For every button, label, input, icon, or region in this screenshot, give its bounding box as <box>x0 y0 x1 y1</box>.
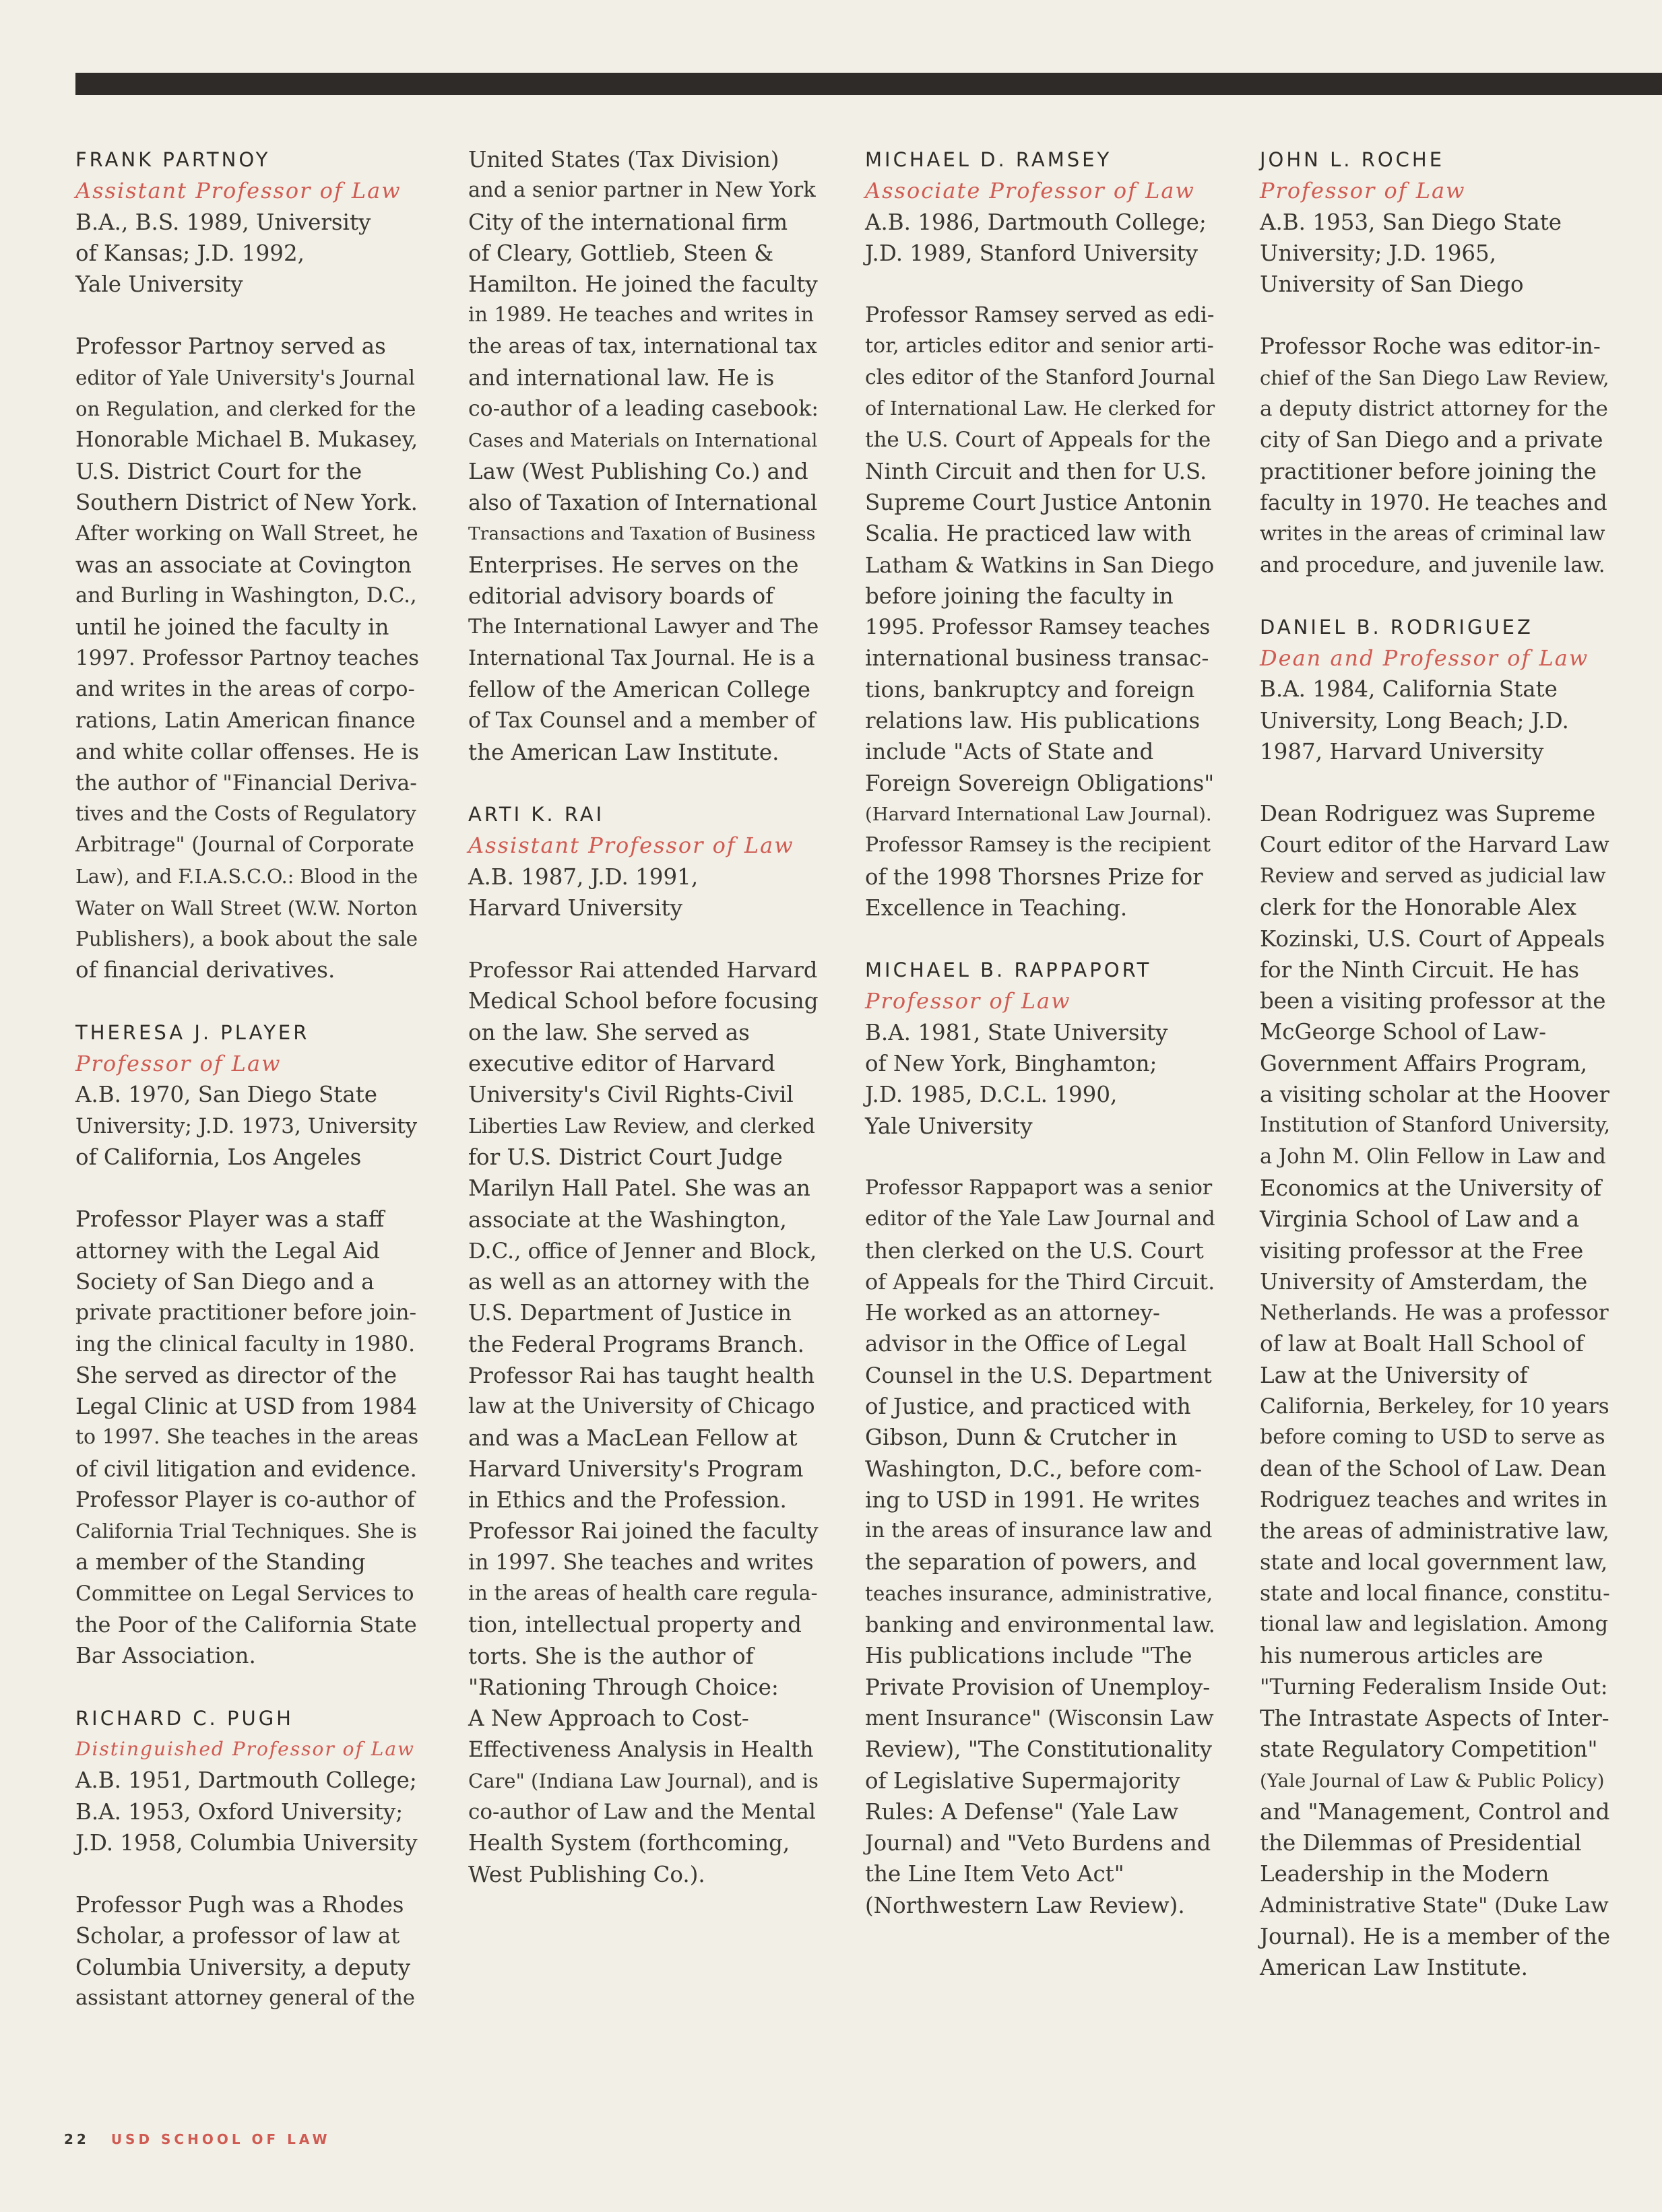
faculty-name: JOHN L. ROCHE <box>1260 148 1445 171</box>
text-line: (Harvard International Law Journal). <box>865 803 1212 825</box>
text-line: Review and served as judicial law <box>1260 864 1606 888</box>
text-line: dean of the School of Law. Dean <box>1260 1456 1607 1481</box>
text-line: Medical School before focusing <box>468 988 819 1014</box>
text-line: Law), and F.I.A.S.C.O.: Blood in the <box>75 865 418 888</box>
text-line: of Kansas; J.D. 1992, <box>75 240 305 266</box>
text-line: University; J.D. 1973, University <box>75 1113 418 1138</box>
text-line: B.A. 1981, State University <box>865 1019 1168 1045</box>
text-line: relations law. His publications <box>865 708 1201 734</box>
text-line: assistant attorney general of the <box>75 1986 415 2011</box>
text-line: city of San Diego and a private <box>1260 427 1603 453</box>
paragraph-gap <box>1260 300 1610 331</box>
text-line: University's Civil Rights-Civil <box>468 1082 794 1108</box>
text-line: 1997. Professor Partnoy teaches <box>75 646 420 671</box>
text-line: Water on Wall Street (W.W. Norton <box>75 896 418 919</box>
text-line: include "Acts of State and <box>865 739 1154 765</box>
text-line: Gibson, Dunn & Crutcher in <box>865 1425 1178 1451</box>
text-line: University of Amsterdam, the <box>1260 1268 1588 1295</box>
text-line: Professor Player was a staff <box>75 1206 385 1233</box>
text-line: (Yale Journal of Law & Public Policy) <box>1260 1769 1605 1792</box>
text-line: Hamilton. He joined the faculty <box>468 271 818 298</box>
text-line: the American Law Institute. <box>468 739 779 765</box>
text-line: Bar Association. <box>75 1643 256 1669</box>
text-line: He worked as an attorney- <box>865 1300 1161 1326</box>
text-line: California Trial Techniques. She is <box>75 1520 417 1543</box>
column-1 <box>75 144 419 2014</box>
text-line: A.B. 1987, J.D. 1991, <box>468 864 699 890</box>
text-line: Health System (forthcoming, <box>468 1830 790 1856</box>
paragraph-gap <box>865 269 1215 300</box>
text-line: for the Ninth Circuit. He has <box>1260 956 1580 983</box>
text-line: the areas of tax, international tax <box>468 334 817 358</box>
bio-paragraph <box>468 954 819 1890</box>
text-line: Washington, D.C., before com- <box>865 1456 1203 1482</box>
text-line: executive editor of Harvard <box>468 1051 775 1077</box>
bio-paragraph <box>468 144 819 768</box>
paragraph-gap <box>75 1672 419 1703</box>
text-line: advisor in the Office of Legal <box>865 1331 1187 1357</box>
text-line: She served as director of the <box>75 1362 397 1388</box>
text-line: Kozinski, U.S. Court of Appeals <box>1260 925 1605 952</box>
text-line: University, Long Beach; J.D. <box>1260 707 1569 734</box>
text-line: in 1989. He teaches and writes in <box>468 303 814 327</box>
text-line: Professor Roche was editor-in- <box>1260 333 1601 360</box>
text-line: editor of Yale University's Journal <box>75 366 415 389</box>
text-line: Harvard University's Program <box>468 1456 804 1482</box>
text-line: the Federal Programs Branch. <box>468 1331 804 1357</box>
text-line: Yale University <box>75 271 243 298</box>
text-line: tional law and legislation. Among <box>1260 1613 1608 1637</box>
bio-paragraph <box>865 300 1215 923</box>
faculty-name: RICHARD C. PUGH <box>75 1706 294 1730</box>
text-line: banking and environmental law. <box>865 1612 1215 1638</box>
text-line: and a senior partner in New York <box>468 178 816 203</box>
faculty-title: Professor of Law <box>1260 178 1466 204</box>
text-line: A New Approach to Cost- <box>468 1705 749 1732</box>
column-3 <box>865 144 1215 1921</box>
text-line: rations, Latin American finance <box>75 709 416 734</box>
bio-paragraph <box>1260 798 1610 1983</box>
text-line: of Legislative Supermajority <box>865 1767 1180 1794</box>
text-line: U.S. District Court for the <box>75 458 362 484</box>
text-line: Private Provision of Unemploy- <box>865 1674 1211 1700</box>
paragraph-gap <box>75 986 419 1017</box>
text-line: and "Management, Control and <box>1260 1798 1610 1825</box>
page-number: 22 <box>64 2131 90 2147</box>
text-line: Arbitrage" (Journal of Corporate <box>75 833 414 857</box>
text-line: on Regulation, and clerked for the <box>75 397 416 421</box>
faculty-title: Professor of Law <box>865 988 1071 1014</box>
faculty-title: Assistant Professor of Law <box>75 178 402 204</box>
bio-paragraph <box>75 207 419 300</box>
faculty-title: Associate Professor of Law <box>865 178 1195 204</box>
paragraph-gap <box>468 923 819 954</box>
text-line: Journal) and "Veto Burdens and <box>865 1830 1211 1856</box>
text-line: Southern District of New York. <box>75 489 418 515</box>
text-line: of Appeals for the Third Circuit. <box>865 1268 1215 1295</box>
text-line: international business transac- <box>865 645 1209 672</box>
bio-paragraph <box>865 1017 1215 1142</box>
text-line: J.D. 1989, Stanford University <box>865 240 1198 266</box>
text-line: tion, intellectual property and <box>468 1612 802 1638</box>
bio-paragraph <box>865 207 1215 269</box>
text-line: torts. She is the author of <box>468 1643 754 1669</box>
text-line: Transactions and Taxation of Business <box>468 523 816 544</box>
text-line: ing to USD in 1991. He writes <box>865 1487 1201 1513</box>
text-line: B.A., B.S. 1989, University <box>75 209 371 235</box>
bio-paragraph <box>75 1204 419 1671</box>
text-line: the areas of administrative law, <box>1260 1518 1609 1544</box>
text-line: American Law Institute. <box>1260 1955 1528 1981</box>
paragraph-gap <box>1260 767 1610 798</box>
text-line: of Tax Counsel and a member of <box>468 709 816 734</box>
text-line: Care" (Indiana Law Journal), and is <box>468 1769 819 1792</box>
text-line: B.A. 1984, California State <box>1260 676 1558 703</box>
text-line: a member of the Standing <box>75 1549 366 1575</box>
text-line: Honorable Michael B. Mukasey, <box>75 428 418 453</box>
text-line: His publications include "The <box>865 1643 1192 1669</box>
text-line: and Burling in Washington, D.C., <box>75 583 417 608</box>
paragraph-gap <box>1260 581 1610 612</box>
faculty-name: MICHAEL B. RAPPAPORT <box>865 958 1152 982</box>
paragraph-gap <box>75 300 419 331</box>
text-line: Virginia School of Law and a <box>1260 1206 1580 1233</box>
text-line: Review), "The Constitutionality <box>865 1736 1213 1763</box>
text-line: McGeorge School of Law- <box>1260 1019 1547 1045</box>
text-line: The International Lawyer and The <box>468 615 819 639</box>
paragraph-gap <box>865 1142 1215 1173</box>
text-line: the Dilemmas of Presidential <box>1260 1830 1582 1856</box>
text-line: teaches insurance, administrative, <box>865 1582 1213 1605</box>
text-line: in the areas of health care regula- <box>468 1582 818 1606</box>
text-line: private practitioner before join- <box>75 1301 417 1326</box>
text-line: for U.S. District Court Judge <box>468 1144 783 1170</box>
text-line: A.B. 1951, Dartmouth College; <box>75 1767 417 1794</box>
text-line: of financial derivatives. <box>75 957 335 983</box>
text-line: of law at Boalt Hall School of <box>1260 1331 1584 1357</box>
text-line: Rules: A Defense" (Yale Law <box>865 1798 1179 1825</box>
text-line: Professor Rappaport was a senior <box>865 1175 1213 1200</box>
text-line: ing the clinical faculty in 1980. <box>75 1331 416 1357</box>
faculty-title: Assistant Professor of Law <box>468 833 794 859</box>
text-line: and international law. He is <box>468 365 775 391</box>
text-line: Effectiveness Analysis in Health <box>468 1737 814 1762</box>
text-line: been a visiting professor at the <box>1260 988 1606 1014</box>
faculty-title: Distinguished Professor of Law <box>75 1737 415 1760</box>
text-line: Harvard University <box>468 894 683 921</box>
text-line: tor, articles editor and senior arti- <box>865 334 1214 358</box>
text-line: on the law. She served as <box>468 1019 750 1045</box>
text-line: 1987, Harvard University <box>1260 739 1544 765</box>
bio-paragraph <box>1260 674 1610 767</box>
text-line: of Cleary, Gottlieb, Steen & <box>468 240 774 266</box>
paragraph-gap <box>468 768 819 799</box>
text-line: of New York, Binghamton; <box>865 1051 1157 1077</box>
text-line: before coming to USD to serve as <box>1260 1425 1605 1450</box>
text-line: Professor Rai joined the faculty <box>468 1518 819 1544</box>
text-line: and procedure, and juvenile law. <box>1260 552 1605 577</box>
text-line: Latham & Watkins in San Diego <box>865 552 1215 578</box>
text-line: to 1997. She teaches in the areas <box>75 1425 419 1450</box>
text-line: West Publishing Co.). <box>468 1861 705 1887</box>
faculty-name: FRANK PARTNOY <box>75 148 271 171</box>
text-line: editorial advisory boards of <box>468 583 774 610</box>
text-line: Court editor of the Harvard Law <box>1260 833 1609 857</box>
text-line: U.S. Department of Justice in <box>468 1300 792 1326</box>
text-line: a John M. Olin Fellow in Law and <box>1260 1144 1606 1169</box>
text-line: Administrative State" (Duke Law <box>1260 1893 1609 1918</box>
text-line: faculty in 1970. He teaches and <box>1260 489 1607 515</box>
text-line: Economics at the University of <box>1260 1175 1602 1201</box>
text-line: the separation of powers, and <box>865 1549 1197 1575</box>
text-line: University of San Diego <box>1260 271 1524 298</box>
bio-paragraph <box>1260 331 1610 580</box>
text-line: J.D. 1958, Columbia University <box>75 1829 418 1856</box>
text-line: in the areas of insurance law and <box>865 1519 1213 1543</box>
faculty-name: ARTI K. RAI <box>468 802 605 826</box>
text-line: in 1997. She teaches and writes <box>468 1550 814 1575</box>
text-line: of civil litigation and evidence. <box>75 1456 417 1482</box>
text-line: D.C., office of Jenner and Block, <box>468 1237 817 1264</box>
text-line: the author of "Financial Deriva- <box>75 771 417 795</box>
text-line: A.B. 1953, San Diego State <box>1260 209 1562 235</box>
text-line: Committee on Legal Services to <box>75 1581 414 1606</box>
text-line: was an associate at Covington <box>75 552 412 578</box>
text-line: state Regulatory Competition" <box>1260 1736 1598 1763</box>
text-line: his numerous articles are <box>1260 1643 1543 1669</box>
paragraph-gap <box>865 923 1215 954</box>
text-line: writes in the areas of criminal law <box>1260 522 1605 546</box>
text-line: visiting professor at the Free <box>1260 1237 1584 1264</box>
text-line: Professor Player is co-author of <box>75 1487 415 1512</box>
text-line: Excellence in Teaching. <box>865 894 1128 921</box>
text-line: of Justice, and practiced with <box>865 1393 1191 1419</box>
text-line: Leadership in the Modern <box>1260 1861 1549 1887</box>
text-line: (Northwestern Law Review). <box>865 1892 1185 1918</box>
text-line: Journal). He is a member of the <box>1260 1924 1611 1950</box>
text-line: Institution of Stanford University, <box>1260 1113 1611 1138</box>
text-line: a visiting scholar at the Hoover <box>1260 1082 1610 1108</box>
text-line: 1995. Professor Ramsey teaches <box>865 615 1211 640</box>
faculty-title: Professor of Law <box>75 1051 282 1077</box>
text-line: co-author of a leading casebook: <box>468 397 819 422</box>
text-line: "Rationing Through Choice: <box>468 1674 779 1700</box>
text-line: of the 1998 Thorsnes Prize for <box>865 864 1203 890</box>
text-line: Publishers), a book about the sale <box>75 928 418 951</box>
bio-paragraph <box>1260 207 1610 300</box>
text-line: Professor Partnoy served as <box>75 333 386 360</box>
text-line: Cases and Materials on International <box>468 429 818 451</box>
text-line: attorney with the Legal Aid <box>75 1237 380 1264</box>
text-line: clerk for the Honorable Alex <box>1260 894 1576 921</box>
text-line: and white collar offenses. He is <box>75 739 420 765</box>
text-line: practitioner before joining the <box>1260 458 1597 484</box>
text-line: then clerked on the U.S. Court <box>865 1237 1204 1264</box>
faculty-title: Dean and Professor of Law <box>1260 645 1589 672</box>
text-line: Dean Rodriguez was Supreme <box>1260 801 1596 827</box>
text-line: Scalia. He practiced law with <box>865 521 1192 547</box>
faculty-name: THERESA J. PLAYER <box>75 1020 310 1044</box>
text-line: Professor Rai has taught health <box>468 1362 815 1388</box>
text-line: of California, Los Angeles <box>75 1144 362 1170</box>
paragraph-gap <box>75 1173 419 1204</box>
bio-paragraph <box>75 1765 419 1858</box>
text-line: as well as an attorney with the <box>468 1269 810 1295</box>
text-line: chief of the San Diego Law Review, <box>1260 366 1609 389</box>
footer-school-name: USD SCHOOL OF LAW <box>110 2131 331 2147</box>
text-line: Government Affairs Program, <box>1260 1050 1588 1076</box>
text-line: the U.S. Court of Appeals for the <box>865 428 1211 453</box>
bio-paragraph <box>865 1173 1215 1921</box>
text-line: also of Taxation of International <box>468 490 818 516</box>
faculty-name: MICHAEL D. RAMSEY <box>865 148 1112 171</box>
text-line: Professor Ramsey served as edi- <box>865 303 1215 328</box>
text-line: a deputy district attorney for the <box>1260 397 1608 422</box>
text-line: tives and the Costs of Regulatory <box>75 802 416 826</box>
text-line: co-author of Law and the Mental <box>468 1800 816 1825</box>
text-line: Society of San Diego and a <box>75 1268 375 1295</box>
bio-paragraph <box>75 1079 419 1173</box>
text-line: the Poor of the California State <box>75 1612 417 1638</box>
text-line: Professor Rai attended Harvard <box>468 957 818 983</box>
text-line: the Line Item Veto Act" <box>865 1861 1124 1887</box>
text-line: of International Law. He clerked for <box>865 397 1215 420</box>
text-line: fellow of the American College <box>468 677 811 703</box>
text-line: "Turning Federalism Inside Out: <box>1260 1674 1608 1699</box>
bio-paragraph <box>75 1889 419 2014</box>
text-line: United States (Tax Division) <box>468 147 779 172</box>
text-line: state and local finance, constitu- <box>1260 1581 1610 1606</box>
text-line: Legal Clinic at USD from 1984 <box>75 1393 418 1419</box>
text-line: Supreme Court Justice Antonin <box>865 489 1212 515</box>
faculty-name: DANIEL B. RODRIGUEZ <box>1260 615 1533 639</box>
text-line: Marilyn Hall Patel. She was an <box>468 1175 810 1202</box>
bio-paragraph <box>75 331 419 985</box>
column-2 <box>468 144 819 1890</box>
text-line: B.A. 1953, Oxford University; <box>75 1798 404 1825</box>
text-line: California, Berkeley, for 10 years <box>1260 1394 1609 1419</box>
text-line: The Intrastate Aspects of Inter- <box>1260 1705 1609 1731</box>
text-line: A.B. 1970, San Diego State <box>75 1082 378 1108</box>
text-line: Netherlands. He was a professor <box>1260 1301 1609 1326</box>
paragraph-gap <box>75 1858 419 1889</box>
text-line: Columbia University, a deputy <box>75 1954 411 1980</box>
text-line: associate at the Washington, <box>468 1206 787 1233</box>
text-line: tions, bankruptcy and foreign <box>865 676 1195 703</box>
text-line: Rodriguez teaches and writes in <box>1260 1487 1607 1512</box>
text-line: cles editor of the Stanford Journal <box>865 365 1215 389</box>
text-line: before joining the faculty in <box>865 583 1174 609</box>
text-line: until he joined the faculty in <box>75 614 389 641</box>
text-line: Yale University <box>865 1113 1033 1139</box>
text-line: law at the University of Chicago <box>468 1394 815 1419</box>
text-line: J.D. 1985, D.C.L. 1990, <box>865 1082 1118 1108</box>
text-line: Enterprises. He serves on the <box>468 552 799 578</box>
text-line: and writes in the areas of corpo- <box>75 677 415 701</box>
text-line: in Ethics and the Profession. <box>468 1487 787 1514</box>
text-line: University; J.D. 1965, <box>1260 240 1497 266</box>
text-line: International Tax Journal. He is a <box>468 646 815 670</box>
page-footer <box>64 2131 331 2147</box>
text-line: Law at the University of <box>1260 1362 1528 1388</box>
header-rule <box>75 73 1662 95</box>
text-line: Scholar, a professor of law at <box>75 1923 400 1949</box>
text-line: After working on Wall Street, he <box>75 521 418 546</box>
column-4 <box>1260 144 1610 1984</box>
text-line: state and local government law, <box>1260 1549 1608 1575</box>
text-line: A.B. 1986, Dartmouth College; <box>865 209 1207 235</box>
bio-paragraph <box>468 861 819 924</box>
text-line: Professor Ramsey is the recipient <box>865 833 1211 857</box>
text-line: Counsel in the U.S. Department <box>865 1362 1212 1388</box>
text-line: editor of the Yale Law Journal and <box>865 1207 1215 1231</box>
text-line: Ninth Circuit and then for U.S. <box>865 458 1207 484</box>
text-line: Liberties Law Review, and clerked <box>468 1114 815 1138</box>
text-line: Law (West Publishing Co.) and <box>468 458 808 484</box>
text-line: Professor Pugh was a Rhodes <box>75 1892 404 1918</box>
text-line: City of the international firm <box>468 209 788 235</box>
text-line: Foreign Sovereign Obligations" <box>865 770 1215 796</box>
text-line: ment Insurance" (Wisconsin Law <box>865 1705 1214 1730</box>
text-line: and was a MacLean Fellow at <box>468 1425 798 1451</box>
